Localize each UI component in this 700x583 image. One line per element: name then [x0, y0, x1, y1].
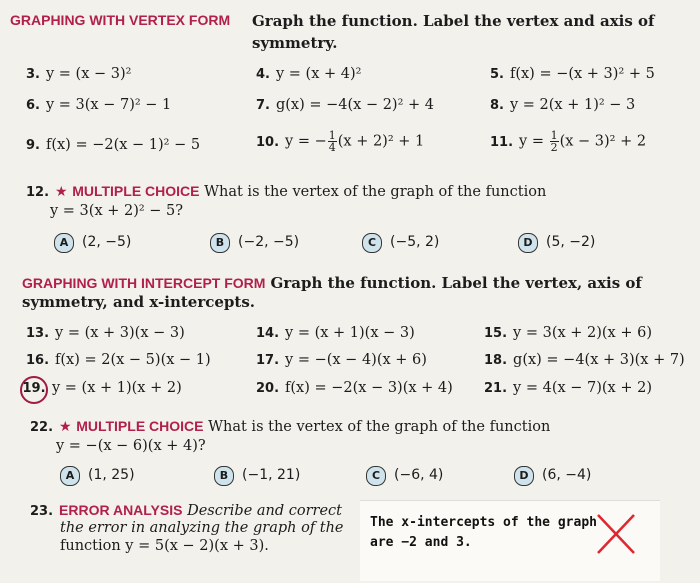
- problem-19: 19. y = (x + 1)(x + 2): [20, 376, 182, 404]
- question-23-line2: the error in analyzing the graph of the: [60, 520, 344, 536]
- circled-number: 19.: [20, 376, 48, 404]
- section-header: GRAPHING WITH VERTEX FORM: [10, 12, 231, 28]
- section-instruction: Graph the function. Label the vertex and axis of symmetry.: [252, 12, 655, 52]
- question-12: 12. ★ MULTIPLE CHOICE What is the vertex of the graph of the function: [26, 183, 547, 200]
- question-23: 23. ERROR ANALYSIS Describe and correct: [30, 502, 343, 519]
- section-instruction: symmetry, and x-intercepts.: [22, 293, 255, 311]
- option-c[interactable]: C (−6, 4): [366, 466, 443, 486]
- student-work-line1: The x-intercepts of the graph: [370, 515, 597, 530]
- option-a[interactable]: A (2, −5): [54, 233, 131, 253]
- problem-21: 21. y = 4(x − 7)(x + 2): [484, 380, 652, 396]
- problem-11: 11. y = $\frac{1}{2}$ (x − 3)² + 2: [490, 129, 647, 154]
- problem-20: 20. f(x) = −2(x − 3)(x + 4): [256, 380, 453, 396]
- multiple-choice-label: MULTIPLE CHOICE: [76, 418, 204, 434]
- fraction: $\frac{1}{2}$: [550, 129, 558, 154]
- student-work-box: [360, 500, 660, 581]
- star-icon: ★: [59, 419, 72, 435]
- star-icon: ★: [55, 184, 68, 200]
- option-d[interactable]: D (6, −4): [514, 466, 591, 486]
- fraction: $\frac{1}{4}$: [328, 129, 336, 154]
- problem-4: 4. y = (x + 4)²: [256, 66, 362, 82]
- problem-16: 16. f(x) = 2(x − 5)(x − 1): [26, 352, 211, 368]
- problem-10: 10. y = − $\frac{1}{4}$ (x + 2)² + 1: [256, 129, 425, 154]
- question-22-function: y = −(x − 6)(x + 4)?: [56, 438, 206, 454]
- option-b[interactable]: B (−2, −5): [210, 233, 299, 253]
- error-analysis-label: ERROR ANALYSIS: [59, 502, 183, 518]
- section-intercept-form-heading: GRAPHING WITH INTERCEPT FORM Graph the function. Label the vertex, axis of: [22, 274, 642, 292]
- problem-13: 13. y = (x + 3)(x − 3): [26, 325, 185, 341]
- problem-18: 18. g(x) = −4(x + 3)(x + 7): [484, 352, 685, 368]
- multiple-choice-label: MULTIPLE CHOICE: [72, 183, 200, 199]
- problem-8: 8. y = 2(x + 1)² − 3: [490, 97, 636, 113]
- problem-17: 17. y = −(x − 4)(x + 6): [256, 352, 427, 368]
- problem-5: 5. f(x) = −(x + 3)² + 5: [490, 66, 655, 82]
- problem-15: 15. y = 3(x + 2)(x + 6): [484, 325, 652, 341]
- wrong-mark-icon: [592, 509, 642, 559]
- problem-3: 3. y = (x − 3)²: [26, 66, 132, 82]
- problem-9: 9. f(x) = −2(x − 1)² − 5: [26, 137, 201, 153]
- problem-7: 7. g(x) = −4(x − 2)² + 4: [256, 97, 434, 113]
- option-b[interactable]: B (−1, 21): [214, 466, 300, 486]
- option-d[interactable]: D (5, −2): [518, 233, 595, 253]
- option-c[interactable]: C (−5, 2): [362, 233, 439, 253]
- section-vertex-form-heading: [10, 10, 230, 29]
- problem-14: 14. y = (x + 1)(x − 3): [256, 325, 415, 341]
- student-work-line2: are −2 and 3.: [370, 535, 472, 550]
- option-a[interactable]: A (1, 25): [60, 466, 135, 486]
- question-22: 22. ★ MULTIPLE CHOICE What is the vertex of the graph of the function: [30, 418, 551, 435]
- problem-6: 6. y = 3(x − 7)² − 1: [26, 97, 172, 113]
- question-23-line3: function y = 5(x − 2)(x + 3).: [60, 538, 269, 554]
- section-header: GRAPHING WITH INTERCEPT FORM: [22, 275, 266, 291]
- question-12-function: y = 3(x + 2)² − 5?: [50, 203, 184, 219]
